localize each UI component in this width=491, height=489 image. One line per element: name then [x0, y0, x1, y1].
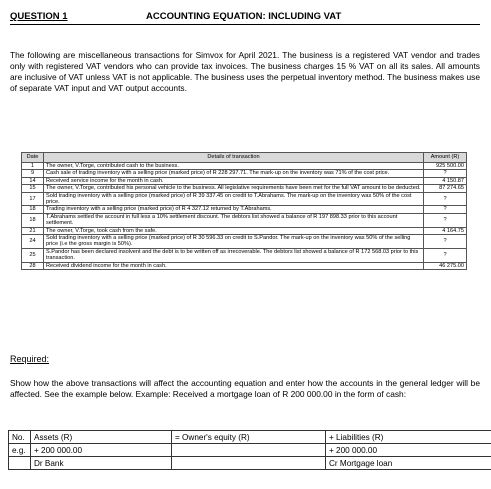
example-row — [9, 444, 491, 457]
question-number: QUESTION 1 — [10, 11, 68, 22]
header-amount: Amount (R) — [424, 153, 467, 163]
example-header-no: No. — [9, 431, 31, 444]
example-liabilities-account: Cr Mortgage loan — [326, 457, 491, 470]
table-row — [22, 170, 467, 177]
instructions-paragraph: Show how the above transactions will affect the accounting equation and enter how the accounts in the general ledger will be affected. See the example below. Example: Received a mortgage loan of R 200 000.00 in the form of cash: — [10, 378, 480, 399]
table-row — [22, 248, 467, 262]
table-row — [22, 206, 467, 213]
example-equity — [172, 444, 326, 457]
table-row — [22, 192, 467, 206]
example-table — [8, 430, 491, 470]
example-assets-account: Dr Bank — [31, 457, 172, 470]
row-amount: 4 150.87 — [424, 177, 467, 184]
row-date: 1 — [22, 163, 44, 170]
row-details: Sold trading inventory with a selling price (marked price) of R 39 337.45 on credit to T.Abrahams. The mark-up on the inventory was 50% of the cost price. — [44, 192, 424, 206]
row-date: 18 — [22, 213, 44, 227]
table-row — [22, 227, 467, 234]
table-row — [22, 213, 467, 227]
example-header-assets: Assets (R) — [31, 431, 172, 444]
transactions-table — [21, 152, 467, 270]
table-row — [22, 262, 467, 269]
row-amount: ? — [424, 248, 467, 262]
intro-paragraph: The following are miscellaneous transactions for Simvox for April 2021. The business is a registered VAT vendor and trades only with registered VAT vendors who can provide tax invoices. The business charges 15 % VAT on all its sales. All amounts are inclusive of VAT unless VAT is not applicable. The business uses the perpetual inventory method. The business makes use of separate VAT input and VAT output accounts. — [10, 50, 480, 93]
example-header-liabilities: + Liabilities (R) — [326, 431, 491, 444]
table-header-row — [22, 153, 467, 163]
row-amount: 46 275.00 — [424, 262, 467, 269]
row-amount: ? — [424, 235, 467, 249]
example-assets: + 200 000.00 — [31, 444, 172, 457]
example-header-row — [9, 431, 491, 444]
page-header — [10, 10, 480, 25]
row-details: The owner, V.Torge, took cash from the safe. — [44, 227, 424, 234]
row-amount: ? — [424, 192, 467, 206]
row-date: 9 — [22, 170, 44, 177]
row-amount: 87 274.65 — [424, 185, 467, 192]
row-amount: ? — [424, 213, 467, 227]
row-details: The owner, V.Torge, contributed his personal vehicle to the business. All legislative requirements have been met for the full VAT amount to be deducted. — [44, 185, 424, 192]
question-title: ACCOUNTING EQUATION: INCLUDING VAT — [146, 11, 342, 22]
row-date: 18 — [22, 206, 44, 213]
row-date: 25 — [22, 248, 44, 262]
example-accounts-row — [9, 457, 491, 470]
row-date: 15 — [22, 185, 44, 192]
row-amount: ? — [424, 170, 467, 177]
example-liabilities: + 200 000.00 — [326, 444, 491, 457]
row-details: Received service income for the month in cash. — [44, 177, 424, 184]
row-details: Trading inventory with a selling price (marked price) of R 4 327.12 returned by T.Abrahams. — [44, 206, 424, 213]
header-details: Details of transaction — [44, 153, 424, 163]
table-row — [22, 235, 467, 249]
row-date: 17 — [22, 192, 44, 206]
table-row — [22, 185, 467, 192]
row-date: 28 — [22, 262, 44, 269]
row-details: Cash sale of trading inventory with a selling price (marked price) of R 228 297.71. The mark-up on the inventory was 71% of the cost price. — [44, 170, 424, 177]
row-details: The owner, V.Torge, contributed cash to the business. — [44, 163, 424, 170]
example-no-2 — [9, 457, 31, 470]
row-amount: ? — [424, 206, 467, 213]
row-date: 21 — [22, 227, 44, 234]
table-row — [22, 177, 467, 184]
row-date: 24 — [22, 235, 44, 249]
row-date: 14 — [22, 177, 44, 184]
example-equity-account — [172, 457, 326, 470]
row-details: S.Pandor has been declared insolvent and the debt is to be written off as irrecoverable. The debtors list showed a balance of R 172 568.03 prior to this transaction. — [44, 248, 424, 262]
row-details: Sold trading inventory with a selling price (marked price) of R 30 596.33 on credit to S.Pandor. The mark-up on the inventory was 50% of the selling price (i.e the gross margin is 50%). — [44, 235, 424, 249]
row-amount: 925 500.00 — [424, 163, 467, 170]
required-heading: Required: — [10, 354, 50, 364]
example-no: e.g. — [9, 444, 31, 457]
example-header-equity: = Owner's equity (R) — [172, 431, 326, 444]
table-row — [22, 163, 467, 170]
row-details: T.Abrahams settled the account in full less a 10% settlement discount. The debtors list showed a balance of R 197 898.33 prior to this account settlement. — [44, 213, 424, 227]
row-amount: 4 164.75 — [424, 227, 467, 234]
header-date: Date — [22, 153, 44, 163]
row-details: Received dividend income for the month in cash. — [44, 262, 424, 269]
